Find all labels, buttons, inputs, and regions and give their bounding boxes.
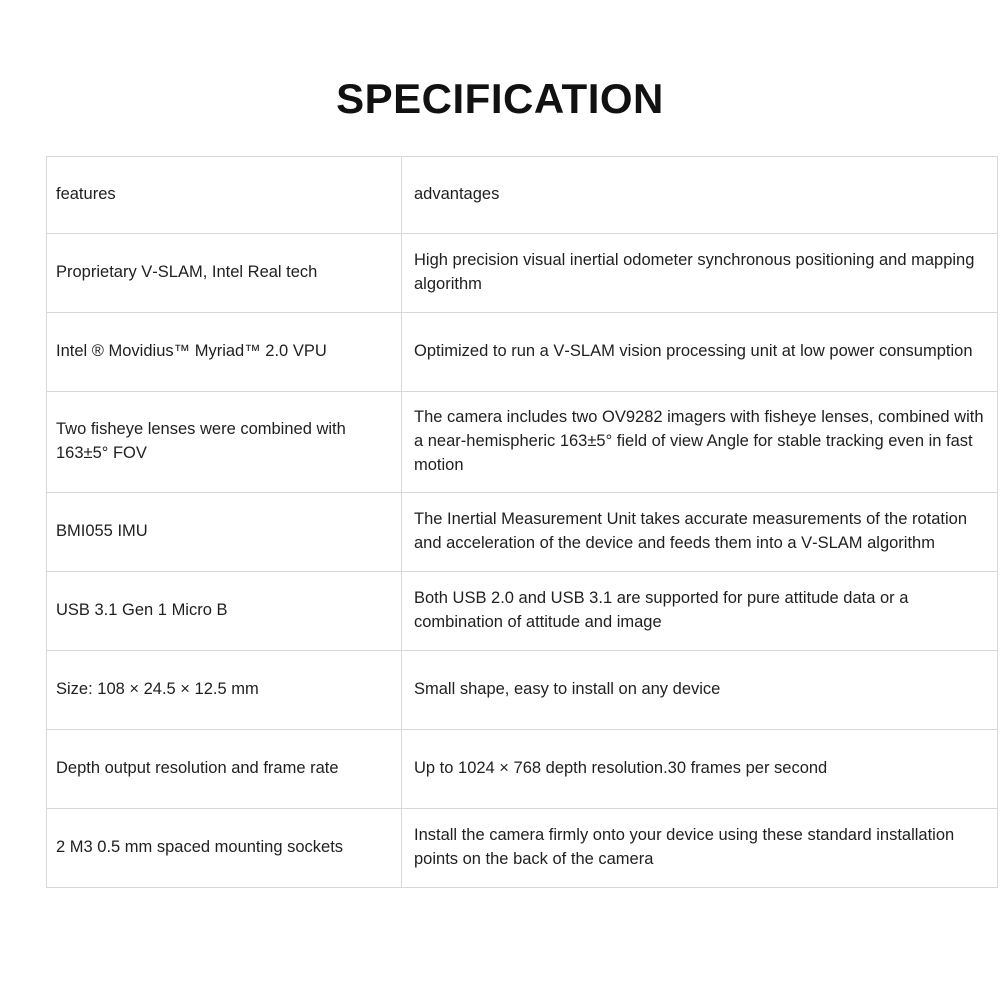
column-header-features: features	[47, 157, 402, 234]
table-row	[47, 392, 998, 493]
cell-feature: Two fisheye lenses were combined with 163±5° FOV	[47, 392, 402, 493]
cell-feature: Intel ® Movidius™ Myriad™ 2.0 VPU	[47, 313, 402, 392]
cell-feature: USB 3.1 Gen 1 Micro B	[47, 571, 402, 650]
table-row	[47, 234, 998, 313]
cell-advantage: High precision visual inertial odometer synchronous positioning and mapping algorithm	[402, 234, 998, 313]
cell-advantage: Both USB 2.0 and USB 3.1 are supported for pure attitude data or a combination of attitude and image	[402, 571, 998, 650]
table-row	[47, 808, 998, 887]
cell-feature: Size: 108 × 24.5 × 12.5 mm	[47, 650, 402, 729]
cell-advantage: Up to 1024 × 768 depth resolution.30 frames per second	[402, 729, 998, 808]
table-row	[47, 729, 998, 808]
cell-advantage: Optimized to run a V‑SLAM vision processing unit at low power consumption	[402, 313, 998, 392]
table-row	[47, 571, 998, 650]
table-row	[47, 492, 998, 571]
cell-advantage: Small shape, easy to install on any device	[402, 650, 998, 729]
cell-feature: 2 M3 0.5 mm spaced mounting sockets	[47, 808, 402, 887]
cell-advantage: The Inertial Measurement Unit takes accurate measurements of the rotation and acceleration of the device and feeds them into a V‑SLAM algorithm	[402, 492, 998, 571]
table-row	[47, 313, 998, 392]
cell-advantage: The camera includes two OV9282 imagers with fisheye lenses, combined with a near‑hemispheric 163±5° field of view Angle for stable tracking even in fast motion	[402, 392, 998, 493]
column-header-advantages: advantages	[402, 157, 998, 234]
cell-feature: Proprietary V‑SLAM, Intel Real tech	[47, 234, 402, 313]
cell-advantage: Install the camera firmly onto your device using these standard installation points on the back of the camera	[402, 808, 998, 887]
cell-feature: Depth output resolution and frame rate	[47, 729, 402, 808]
table-header-row	[47, 157, 998, 234]
table-row	[47, 650, 998, 729]
page-title: SPECIFICATION	[336, 75, 664, 122]
cell-feature: BMI055 IMU	[47, 492, 402, 571]
specification-table	[46, 156, 998, 888]
